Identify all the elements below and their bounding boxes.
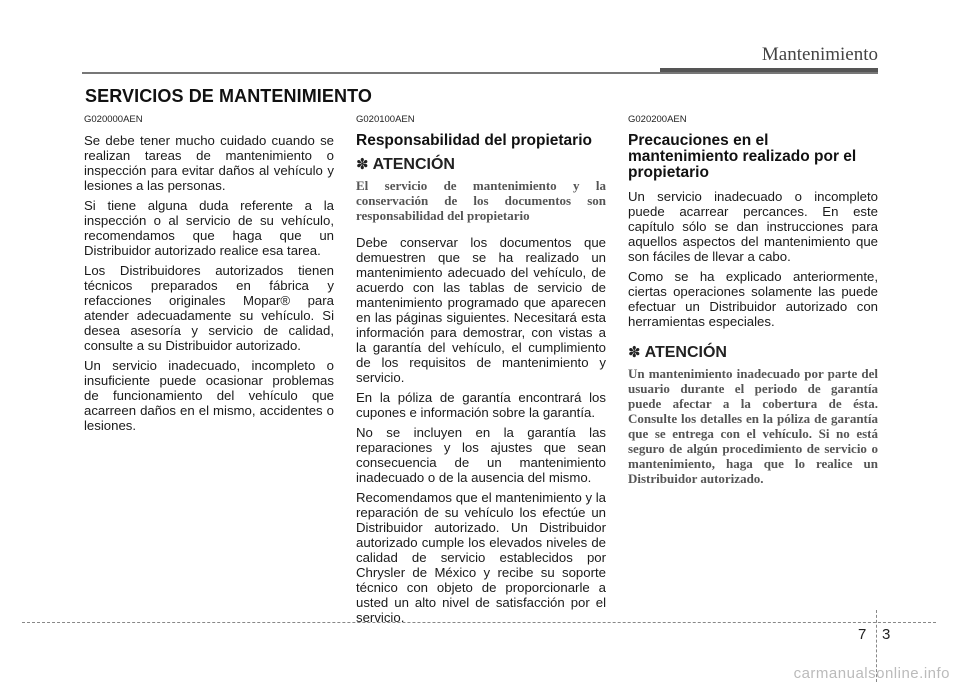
watermark: carmanualsonline.info <box>793 665 950 682</box>
asterisk-cross-icon: ✽ <box>356 156 369 173</box>
paragraph: Un servicio inadecuado, incompleto o insuficiente puede ocasionar problemas de funcionamiento del vehículo que acarreen daños en el mismo, accidentes o lesiones. <box>84 358 334 433</box>
warning-text: Un mantenimiento inadecuado por parte del usuario durante el periodo de garantía puede afectar a la cobertura de ésta. Consulte los detalles en la póliza de garantía que se entrega con el vehículo. Si no está seguro de algún procedimiento de servicio o mantenimiento, haga que lo realice un Distribuidor autorizado. <box>628 366 878 486</box>
paragraph: En la póliza de garantía encontrará los cupones e información sobre la garantía. <box>356 390 606 420</box>
section-heading: Precauciones en el mantenimiento realizado por el propietario <box>628 132 857 181</box>
chapter-number: 7 <box>858 626 867 643</box>
column-3 <box>628 112 878 498</box>
paragraph: Como se ha explicado anteriormente, ciertas operaciones solamente las puede efectuar un Distribuidor autorizado con herramientas especiales. <box>628 269 878 329</box>
section-heading: Responsabilidad del propietario <box>356 132 592 149</box>
page-number: 3 <box>882 626 891 643</box>
section-title: SERVICIOS DE MANTENIMIENTO <box>85 86 372 106</box>
asterisk-cross-icon: ✽ <box>628 344 641 361</box>
section-code: G020100AEN <box>356 114 415 125</box>
paragraph: Se debe tener mucho cuidado cuando se realizan tareas de mantenimiento o inspección para evitar daños al vehículo y lesiones a las personas. <box>84 133 334 193</box>
footer-rule <box>22 622 936 623</box>
paragraph: Si tiene alguna duda referente a la inspección o al servicio de su vehículo, recomendamos que haga que un Distribuidor autorizado realice esa tarea. <box>84 198 334 258</box>
chapter-title: Mantenimiento <box>761 44 878 65</box>
warning-label: ATENCIÓN <box>372 156 455 173</box>
paragraph: No se incluyen en la garantía las reparaciones y los ajustes que sean consecuencia de un mantenimiento inadecuado o de la ausencia del mismo. <box>356 425 606 485</box>
section-code: G020000AEN <box>84 114 143 125</box>
column-2 <box>356 112 606 630</box>
paragraph: Un servicio inadecuado o incompleto puede acarrear percances. En este capítulo sólo se dan instrucciones para aquellos aspectos del mantenimiento que son fáciles de llevar a cabo. <box>628 189 878 264</box>
paragraph: Debe conservar los documentos que demuestren que se ha realizado un mantenimiento adecuado del vehículo, de acuerdo con las tablas de servicio de mantenimiento programado que aparecen en las páginas siguientes. Necesitará esta información para demostrar, con vistas a la garantía del vehículo, el cumplimiento de los requisitos de mantenimiento y servicio. <box>356 235 606 385</box>
warning-title <box>628 345 878 360</box>
header-rule <box>82 72 878 74</box>
warning-text: El servicio de mantenimiento y la conservación de los documentos son responsabilidad del propietario <box>356 178 606 223</box>
paragraph: Recomendamos que el mantenimiento y la reparación de su vehículo los efectúe un Distribuidor autorizado. Un Distribuidor autorizado cumple los elevados niveles de calidad de servicio establecidos por Chrysler de México y recibe su soporte técnico con objeto de proporcionarle a usted un alto nivel de satisfacción por el servicio. <box>356 490 606 625</box>
column-1 <box>84 112 334 438</box>
paragraph: Los Distribuidores autorizados tienen técnicos preparados en fábrica y refacciones originales Mopar® para atender adecuadamente su vehículo. Si desea asesoría y servicio de calidad, consulte a su Distribuidor autorizado. <box>84 263 334 353</box>
warning-title <box>356 157 606 172</box>
warning-label: ATENCIÓN <box>644 344 727 361</box>
section-code: G020200AEN <box>628 114 687 125</box>
